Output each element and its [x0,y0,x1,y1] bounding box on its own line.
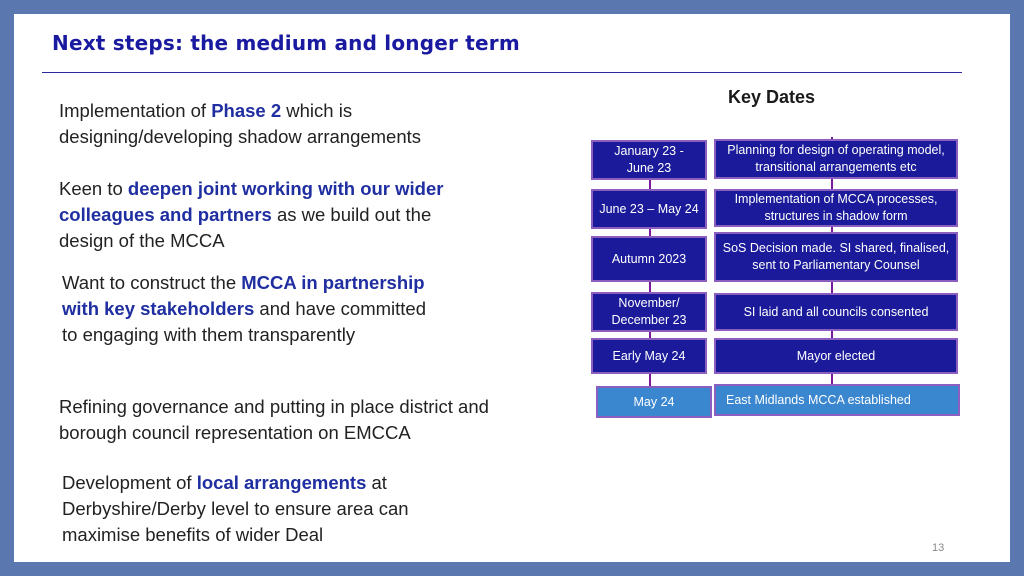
text: Want to construct the [62,272,242,293]
paragraph-governance [59,394,509,446]
date-box-jun23-may24: June 23 – May 24 [591,189,707,229]
text: at Derbyshire/Derby level to ensure area can maximise benefits of wider Deal [62,472,409,545]
paragraph-joint-working [59,176,459,254]
page-title: Next steps: the medium and longer term [52,31,520,55]
paragraph-phase-2 [59,98,479,150]
text: and have committed to engaging with them transparently [62,298,427,345]
event-box-planning: Planning for design of operating model, transitional arrangements etc [714,139,958,179]
key-dates-heading: Key Dates [728,87,816,107]
highlight: Phase 2 [211,100,282,121]
page-number: 13 [932,542,945,554]
paragraph-local-arrangements [62,470,462,548]
date-box-autumn-2023: Autumn 2023 [591,236,707,282]
event-box-sos-decision: SoS Decision made. SI shared, finalised, sent to Parliamentary Counsel [714,232,958,282]
text: which is designing/developing shadow arrangements [59,100,422,147]
highlight: deepen joint working with our wider colleagues and partners [59,178,444,225]
text: Refining governance and putting in place district and borough council representation on EMCCA [59,396,489,443]
text: Development of [62,472,197,493]
text: Keen to [59,178,128,199]
date-box-nov-dec-23: November/ December 23 [591,292,707,332]
date-box-jan-jun-23: January 23 - June 23 [591,140,707,180]
event-box-implementation: Implementation of MCCA processes, structures in shadow form [714,189,958,227]
event-box-mcca-established: East Midlands MCCA established [714,384,960,416]
event-box-si-laid: SI laid and all councils consented [714,293,958,331]
highlight: local arrangements [196,472,367,493]
text: as we build out the design of the MCCA [59,204,432,251]
slide [14,14,1010,562]
paragraph-partnership [62,270,442,348]
date-box-may-24: May 24 [596,386,712,418]
text: Implementation of [59,100,212,121]
title-divider [42,72,962,73]
highlight: MCCA in partnership with key stakeholders [62,272,425,319]
date-box-early-may-24: Early May 24 [591,338,707,374]
event-box-mayor-elected: Mayor elected [714,338,958,374]
